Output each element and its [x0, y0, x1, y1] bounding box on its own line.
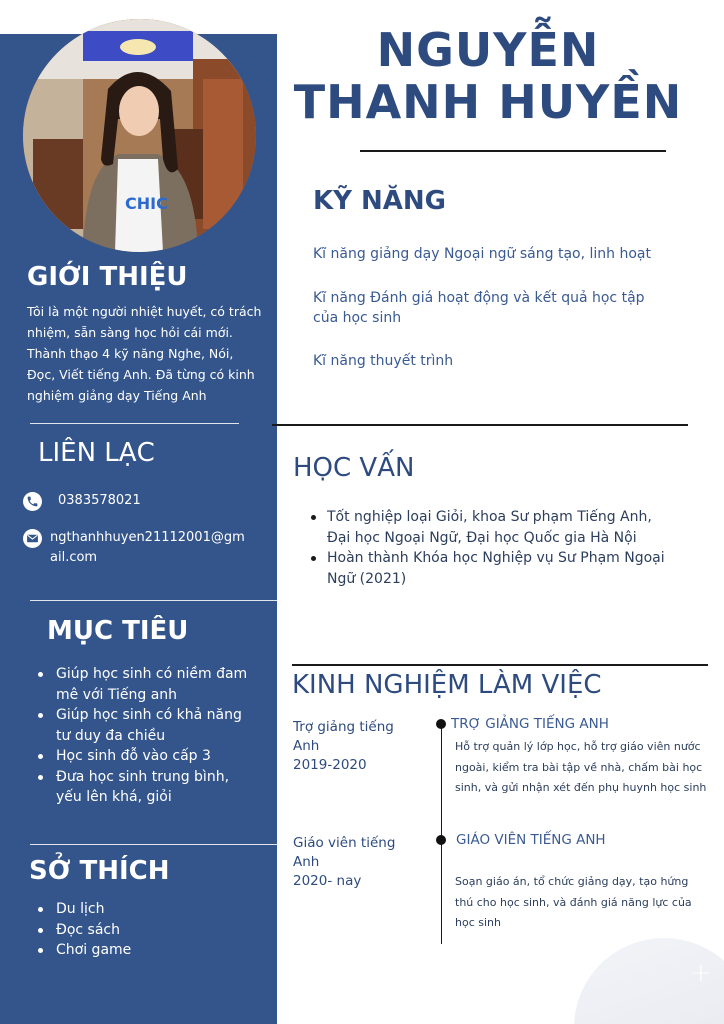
name-line-1: NGUYỄN [376, 23, 600, 77]
job-period: 2019-2020 [293, 757, 367, 773]
job-description: Soạn giáo án, tổ chức giảng dạy, tạo hứng thú cho học sinh, và đánh giá năng lực của học sinh [455, 875, 692, 929]
email-line-2: ail.com [50, 550, 98, 565]
job-role-line-1: Trợ giảng tiếng [293, 719, 394, 735]
list-item: Giúp học sinh có niềm đam mê với Tiếng anh [34, 664, 249, 705]
job-role [293, 834, 423, 891]
education-list [311, 507, 671, 589]
contact-heading: LIÊN LẠC [38, 438, 155, 468]
experience-heading: KINH NGHIỆM LÀM VIỆC [292, 670, 602, 700]
email-line-1: ngthanhhuyen21112001@gm [50, 530, 245, 545]
job-role-line-1: Giáo viên tiếng [293, 835, 396, 851]
job-period: 2020- nay [293, 873, 362, 889]
svg-text:CHIC: CHIC [125, 194, 168, 213]
name-line-2: THANH HUYỀN [293, 75, 683, 129]
list-item: Du lịch [34, 899, 234, 920]
timeline-dot [436, 719, 446, 729]
hobbies-heading: SỞ THÍCH [29, 856, 170, 886]
list-item: Đưa học sinh trung bình, yếu lên khá, giỏi [34, 767, 249, 808]
divider [272, 424, 688, 426]
email-address[interactable] [50, 528, 245, 568]
education-heading: HỌC VẤN [293, 453, 415, 483]
job-role [293, 718, 423, 775]
job-role-line-2: Anh [293, 738, 320, 754]
goals-heading: MỤC TIÊU [47, 616, 189, 646]
intro-text: Tôi là một người nhiệt huyết, có trách nhiệm, sẵn sàng học hỏi cái mới. Thành thạo 4 kỹ năng Nghe, Nói, Đọc, Viết tiếng Anh. Đã từng có kinh nghiệm giảng dạy Tiếng Anh [27, 304, 262, 403]
profile-photo [23, 19, 256, 252]
job-title: GIÁO VIÊN TIẾNG ANH [456, 832, 606, 848]
phone-icon [23, 492, 42, 511]
job-description: Hỗ trợ quản lý lớp học, hỗ trợ giáo viên nước ngoài, kiểm tra bài tập về nhà, chấm bài học sinh, và gửi nhận xét đến phụ huynh học sinh [455, 740, 707, 794]
timeline-dot [436, 835, 446, 845]
email-icon [23, 529, 42, 548]
list-item: Giúp học sinh có khả năng tư duy đa chiều [34, 705, 249, 746]
divider [30, 423, 239, 424]
divider [30, 600, 277, 601]
divider [360, 150, 666, 152]
job-role-line-2: Anh [293, 854, 320, 870]
goals-list [34, 664, 249, 808]
hobbies-list [34, 899, 234, 961]
list-item: Hoàn thành Khóa học Nghiệp vụ Sư Phạm Ngoại Ngữ (2021) [311, 548, 671, 589]
job-title: TRỢ GIẢNG TIẾNG ANH [451, 716, 609, 732]
list-item: Chơi game [34, 940, 234, 961]
phone-number[interactable]: 0383578021 [58, 493, 141, 508]
divider [292, 664, 708, 666]
list-item: Học sinh đỗ vào cấp 3 [34, 746, 249, 767]
skill-item: Kĩ năng thuyết trình [313, 353, 454, 369]
timeline-line [441, 724, 442, 944]
intro-heading: GIỚI THIỆU [27, 262, 188, 292]
skill-item: Kĩ năng Đánh giá hoạt động và kết quả học tập của học sinh [313, 290, 645, 326]
list-item: Đọc sách [34, 920, 234, 941]
skill-item: Kĩ năng giảng dạy Ngoại ngữ sáng tạo, linh hoạt [313, 246, 651, 262]
divider [30, 844, 277, 845]
plus-icon: + [690, 958, 712, 988]
skills-heading: KỸ NĂNG [313, 186, 447, 216]
list-item: Tốt nghiệp loại Giỏi, khoa Sư phạm Tiếng Anh, Đại học Ngoại Ngữ, Đại học Quốc gia Hà Nội [311, 507, 671, 548]
